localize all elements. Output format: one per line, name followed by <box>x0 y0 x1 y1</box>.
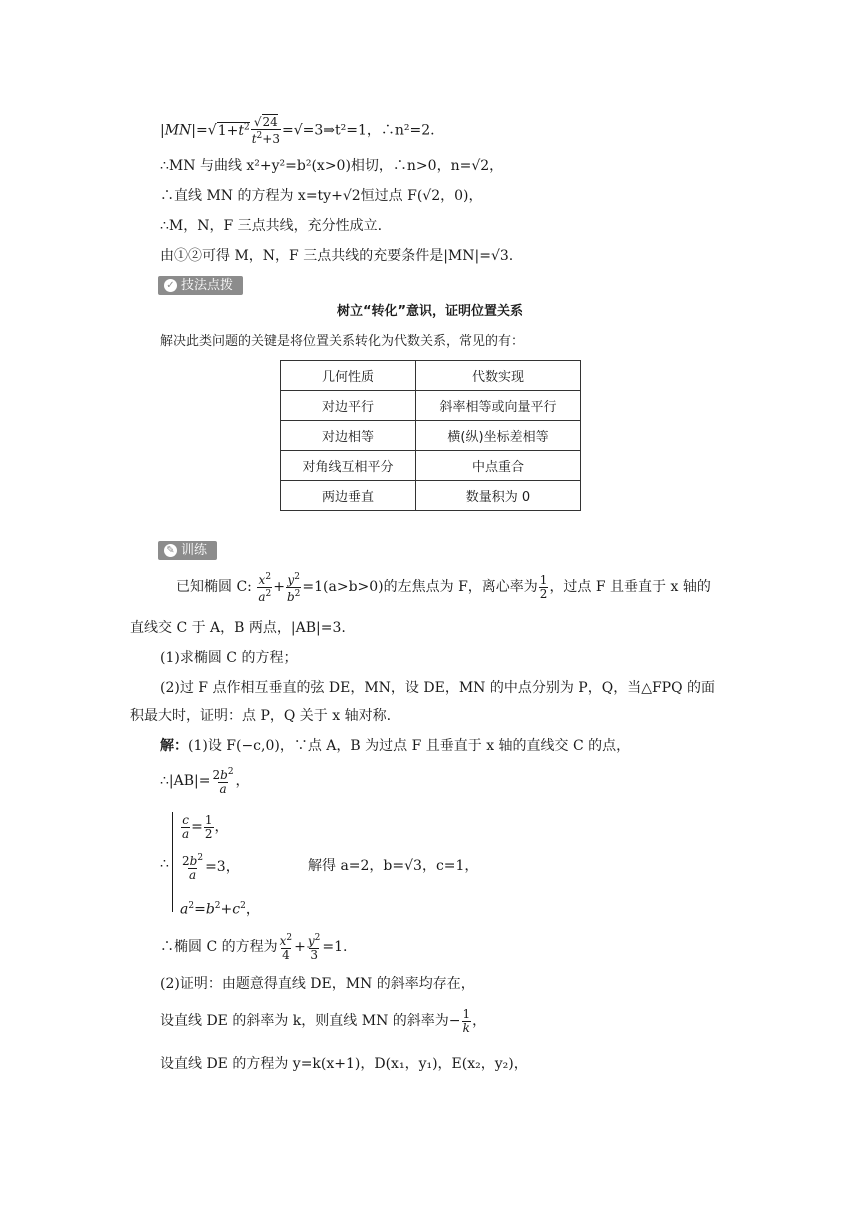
proof-line-2: ∴MN 与曲线 x²+y²=b²(x>0)相切，∴n>0，n=√2， <box>160 158 504 174</box>
solution-line-2: ∴|AB|= $\frac{2b^2}{a}$ ， <box>160 767 250 796</box>
table-cell: 横(纵)坐标差相等 <box>416 421 581 451</box>
problem-text-b: =1(a>b>0)的左焦点为 F，离心率为 <box>302 579 538 595</box>
proof-line-3: ∴直线 MN 的方程为 x=ty+√2恒过点 F(√2，0)， <box>160 188 483 204</box>
solution-step-3: ∴椭圆 C 的方程为 <box>160 939 278 955</box>
question-1: (1)求椭圆 C 的方程； <box>160 650 298 666</box>
relation-table <box>280 360 581 511</box>
train-badge <box>158 541 217 560</box>
table-cell: 中点重合 <box>416 451 581 481</box>
solve-result: 解得 a=2，b=√3，c=1， <box>308 858 479 874</box>
table-row <box>281 451 581 481</box>
table-header-cell: 几何性质 <box>281 361 416 391</box>
table-cell: 对角线互相平分 <box>281 451 416 481</box>
question-2a: (2)过 F 点作相互垂直的弦 DE，MN，设 DE，MN 的中点分别为 P，Q，当△FPQ 的面 <box>160 680 716 696</box>
solution-line-5: 设直线 DE 的斜率为 k，则直线 MN 的斜率为− $\frac{1}{k}$ ， <box>160 1006 487 1035</box>
skill-badge-label: 技法点拨 <box>181 278 234 293</box>
table-cell: 两边垂直 <box>281 481 416 511</box>
equation-1: $\frac{c}{a}$ = $\frac{1}{2}$ ， <box>182 812 229 841</box>
table-row <box>281 421 581 451</box>
solution-line-6: 设直线 DE 的方程为 y=k(x+1)，D(x₁，y₁)，E(x₂，y₂)， <box>160 1056 528 1072</box>
skill-intro: 解决此类问题的关键是将位置关系转化为代数关系，常见的有： <box>160 334 525 349</box>
table-header-cell: 代数实现 <box>416 361 581 391</box>
table-cell: 数量积为 0 <box>416 481 581 511</box>
table-cell: 斜率相等或向量平行 <box>416 391 581 421</box>
solution-label: 解： <box>160 738 188 754</box>
solution-step-2: ∴|AB|= <box>160 773 211 789</box>
equation-2: $\frac{2b^2}{a}$ =3， <box>182 853 240 882</box>
problem-text-c: ，过点 F 且垂直于 x 轴的 <box>549 579 711 595</box>
solution-line-1 <box>160 736 630 756</box>
check-icon: ✓ <box>164 279 177 292</box>
proof-line-5: 由①②可得 M，N，F 三点共线的充要条件是|MN|=√3. <box>160 248 514 264</box>
table-cell: 对边平行 <box>281 391 416 421</box>
table-row <box>281 481 581 511</box>
proof-line-1-text: =3⇒t²=1，∴n²=2. <box>302 122 435 139</box>
proof-line-1: $|MN|=√1+t^2$ $\frac{√24}{t^2+3}$ =√=3⇒t²=1，∴n²=2. <box>160 114 435 146</box>
solution-step-1: (1)设 F(−c,0)，∵点 A，B 为过点 F 且垂直于 x 轴的直线交 C 的点， <box>188 738 631 754</box>
solution-step-5: 设直线 DE 的斜率为 k，则直线 MN 的斜率为− <box>160 1013 461 1029</box>
problem-line-1: 已知椭圆 C: $\frac{x^2}{a^2}$ + $\frac{y^2}{b^2}$ =1(a>b>0)的左焦点为 F，离心率为 $\frac{1}{2}$ ，过点 F 且垂直于 x 轴的 <box>176 571 711 604</box>
skill-badge <box>158 276 243 295</box>
table-row <box>281 391 581 421</box>
table-header-row <box>281 361 581 391</box>
therefore-sign: ∴ <box>160 856 169 872</box>
solution-line-3: ∴椭圆 C 的方程为 $\frac{x^2}{4}$ + $\frac{y^2}{3}$ =1. <box>160 933 348 962</box>
table-cell: 对边相等 <box>281 421 416 451</box>
skill-title: 树立“转化”意识，证明位置关系 <box>336 304 524 319</box>
equation-3: $a^2=b^2+c^2$， <box>180 901 260 918</box>
problem-line-2: 直线交 C 于 A，B 两点，|AB|=3. <box>130 620 346 636</box>
problem-text-a: 已知椭圆 C: <box>176 579 252 595</box>
train-badge-label: 训练 <box>181 543 208 558</box>
question-2b: 积最大时，证明：点 P，Q 关于 x 轴对称. <box>130 708 392 724</box>
pencil-icon: ✎ <box>164 544 177 557</box>
solution-line-4: (2)证明：由题意得直线 DE，MN 的斜率均存在， <box>160 976 475 992</box>
solution-step-3-end: =1. <box>322 939 348 955</box>
proof-line-4: ∴M，N，F 三点共线，充分性成立. <box>160 218 383 234</box>
